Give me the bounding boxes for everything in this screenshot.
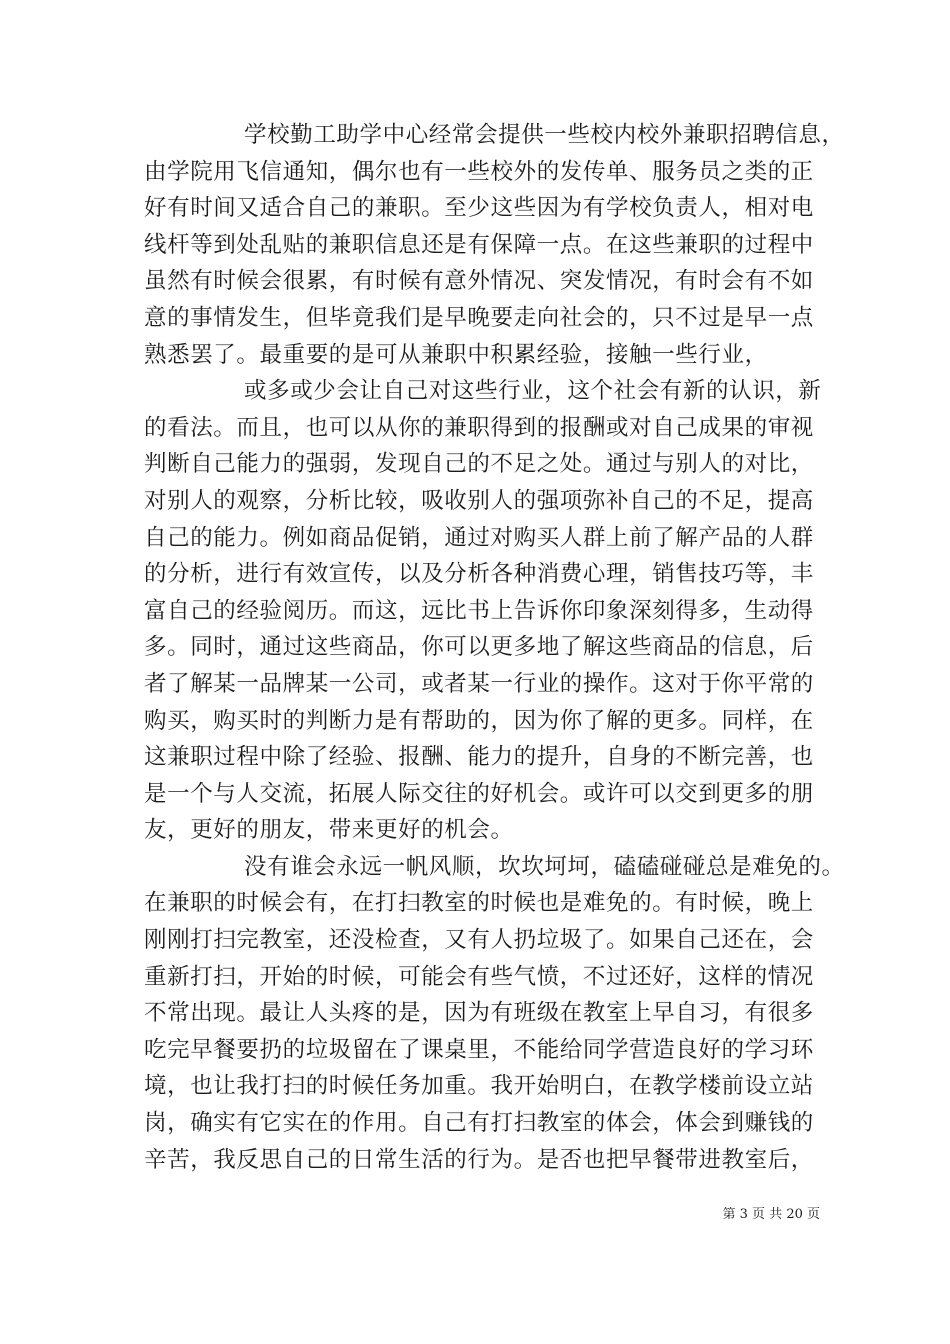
text-line: 的分析，进行有效宣传，以及分析各种消费心理，销售技巧等，丰 [144,561,814,588]
text-line: 线杆等到处乱贴的兼职信息还是有保障一点。在这些兼职的过程中 [144,231,814,258]
text-line: 友，更好的朋友，带来更好的机会。 [144,817,514,844]
text-line: 由学院用飞信通知，偶尔也有一些校外的发传单、服务员之类的正 [144,158,814,185]
text-line: 刚刚打扫完教室，还没检查，又有人扔垃圾了。如果自己还在，会 [144,927,814,954]
text-line: 者了解某一品牌某一公司，或者某一行业的操作。这对于你平常的 [144,670,814,697]
text-line: 重新打扫，开始的时候，可能会有些气愤，不过还好，这样的情况 [144,963,814,990]
text-line: 自己的能力。例如商品促销，通过对购买人群上前了解产品的人群 [144,524,814,551]
document-body [144,117,845,1178]
text-line: 购买，购买时的判断力是有帮助的，因为你了解的更多。同样，在 [144,707,814,734]
text-line: 吃完早餐要扔的垃圾留在了课桌里，不能给同学营造良好的学习环 [144,1036,814,1063]
text-line: 不常出现。最让人头疼的是，因为有班级在教室上早自习，有很多 [144,1000,814,1027]
paragraph-2 [144,373,822,849]
text-line: 富自己的经验阅历。而这，远比书上告诉你印象深刻得多，生动得 [144,597,814,624]
text-line: 是一个与人交流，拓展人际交往的好机会。或许可以交到更多的朋 [144,780,814,807]
text-line: 辛苦，我反思自己的日常生活的行为。是否也把早餐带进教室后， [144,1146,814,1173]
text-line: 学校勤工助学中心经常会提供一些校内校外兼职招聘信息， [244,122,845,148]
text-line: 在兼职的时候会有，在打扫教室的时候也是难免的。有时候，晚上 [144,890,814,917]
text-line: 熟悉罢了。最重要的是可从兼职中积累经验，接触一些行业， [144,341,768,368]
text-line: 岗，确实有它实在的作用。自己有打扫教室的体会，体会到赚钱的 [144,1110,814,1137]
text-line: 境，也让我打扫的时候任务加重。我开始明白，在教学楼前设立站 [144,1073,814,1100]
page-number-footer: 第 3 页 共 20 页 [722,1207,820,1222]
text-line: 没有谁会永远一帆风顺，坎坎坷坷，磕磕碰碰总是难免的。 [244,853,845,880]
text-line: 这兼职过程中除了经验、报酬、能力的提升，自身的不断完善，也 [144,744,814,771]
text-line: 多。同时，通过这些商品，你可以更多地了解这些商品的信息，后 [144,634,814,661]
text-line: 好有时间又适合自己的兼职。至少这些因为有学校负责人，相对电 [144,195,814,222]
text-line: 虽然有时候会很累，有时候有意外情况、突发情况，有时会有不如 [144,268,814,295]
text-line: 的看法。而且，也可以从你的兼职得到的报酬或对自己成果的审视 [144,414,814,441]
text-line: 对别人的观察，分析比较，吸收别人的强项弥补自己的不足，提高 [144,487,814,514]
paragraph-1 [144,117,845,373]
text-line: 或多或少会让自己对这些行业，这个社会有新的认识，新 [244,378,822,405]
text-line: 判断自己能力的强弱，发现自己的不足之处。通过与别人的对比， [144,451,814,478]
paragraph-3 [144,849,845,1178]
text-line: 意的事情发生，但毕竟我们是早晚要走向社会的，只不过是早一点 [144,304,814,331]
